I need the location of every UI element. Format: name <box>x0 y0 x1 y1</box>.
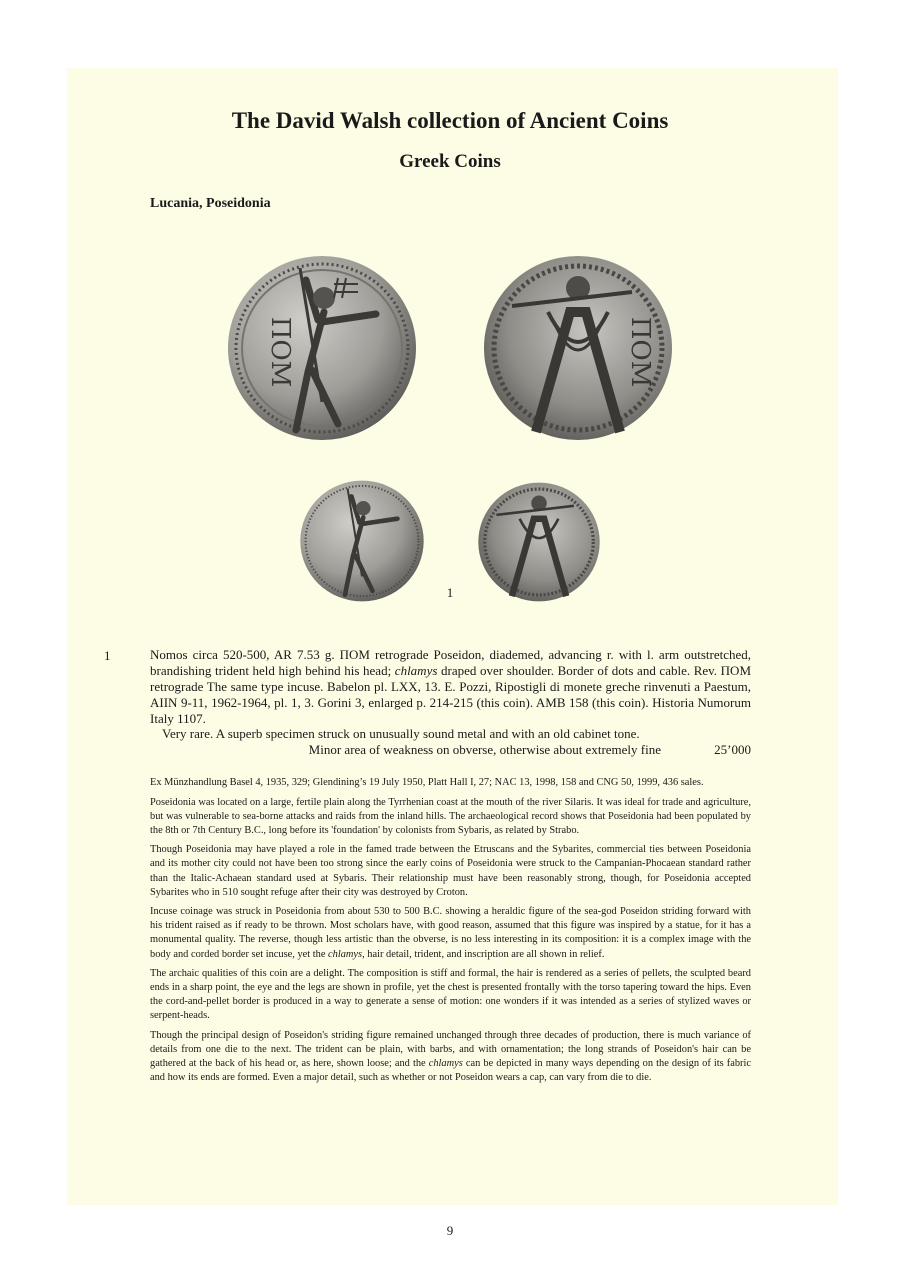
notes-paragraph: Poseidonia was located on a large, fertile plain along the Tyrrhenian coast at the mouth of the river Silaris. It was ideal for trade and agriculture, but was vulnerable to sea-borne attacks and raids from the inland hills. The archaeological record shows that Poseidonia had been populated by the 8th or 7th Century B.C., long before its 'foundation' by colonists from Sybaris, as related by Strabo. <box>150 796 751 836</box>
lot-rarity-block <box>150 726 751 758</box>
section-subtitle: Greek Coins <box>399 151 501 172</box>
lot-estimate: 25’000 <box>714 742 751 757</box>
plate-number: 1 <box>446 585 454 600</box>
coin-reverse-small-image <box>476 480 602 604</box>
lot-grade: Minor area of weakness on obverse, otherwise about extremely fine <box>308 742 661 757</box>
page-number: 9 <box>446 1223 454 1238</box>
lot-notes <box>150 776 751 1091</box>
coin-obverse-large-image <box>226 252 418 444</box>
notes-paragraph: Though Poseidonia may have played a role in the famed trade between the Etruscans and the Sybarites, commercial ties between Poseidonia and its mother city could not have been too strong since the early coins of Poseidonia were struck to the Campanian-Phocaean standard rather than the Italic-Achaean standard used at Sybaris. Their relationship must have been reasonably strong, though, for Poseidonia accepted Sybarites who in 510 sought refuge after their city was destroyed by Croton. <box>150 844 751 898</box>
lot-rarity: Very rare. A superb specimen struck on unusually sound metal and with an old cabinet tone. <box>162 726 640 741</box>
region-heading: Lucania, Poseidonia <box>150 196 271 211</box>
page-title: The David Walsh collection of Ancient Coins <box>231 108 669 133</box>
lot-description: Nomos circa 520-500, AR 7.53 g. ΠΟΜ retrograde Poseidon, diademed, advancing r. with l. arm outstretched, brandishing trident held high behind his head; chlamys draped over shoulder. Border of dots and cable. Rev. ΠΟΜ retrograde The same type incuse. Babelon pl. LXX, 13. E. Pozzi, Ripostigli di monete greche rinvenuti a Paestum, AIIN 9-11, 1962-1964, pl. 1, 3. Gorini 3, enlarged p. 214-215 (this coin). AMB 158 (this coin). Historia Numorum Italy 1107. <box>150 647 752 726</box>
obverse-legend: ΠΟΜ <box>265 316 295 388</box>
provenance-text: Ex Münzhandlung Basel 4, 1935, 329; Glendining’s 19 July 1950, Platt Hall I, 27; NAC 13, 1998, 158 and CNG 50, 1999, 436 sales. <box>150 777 704 788</box>
reverse-legend: ΠΟΜ <box>625 316 655 388</box>
lot-number: 1 <box>104 648 111 663</box>
coin-reverse-large-image <box>482 252 674 444</box>
notes-paragraph: Incuse coinage was struck in Poseidonia from about 530 to 500 B.C. showing a heraldic figure of the sea-god Poseidon striding forward with his trident raised as if ready to be thrown. Most scholars have, with good reason, assumed that this figure was inspired by a statue, for it has a monumental quality. The reverse, though less artistic than the obverse, is no less interesting in its composition: it is a complex image with the body and corded border set incuse, yet the chlamys, hair detail, trident, and inscription are all shown in relief. <box>150 906 751 960</box>
notes-paragraph: The archaic qualities of this coin are a delight. The composition is stiff and formal, the hair is rendered as a series of pellets, the sculpted beard ends in a sharp point, the eye and the legs are shown in profile, yet the chest is presented frontally with the torso tapering toward the hips. Even the cord-and-pellet border is produced in a way to generate a sense of motion: one wonders if it was intended as a series of stylized waves or serpent-heads. <box>150 968 751 1022</box>
coin-obverse-small-image <box>299 478 425 604</box>
notes-paragraph: Though the principal design of Poseidon's striding figure remained unchanged through three decades of production, there is much variance of details from one die to the next. The trident can be plain, with barbs, and with ornamentation; the long strands of Poseidon's hair can be gathered at the back of his head or, as here, shown loose; and the chlamys can be depicted in many ways depending on the design of its fabric and how its ends are formed. Even a major detail, such as whether or not Poseidon wears a cap, can vary from die to die. <box>150 1030 751 1084</box>
